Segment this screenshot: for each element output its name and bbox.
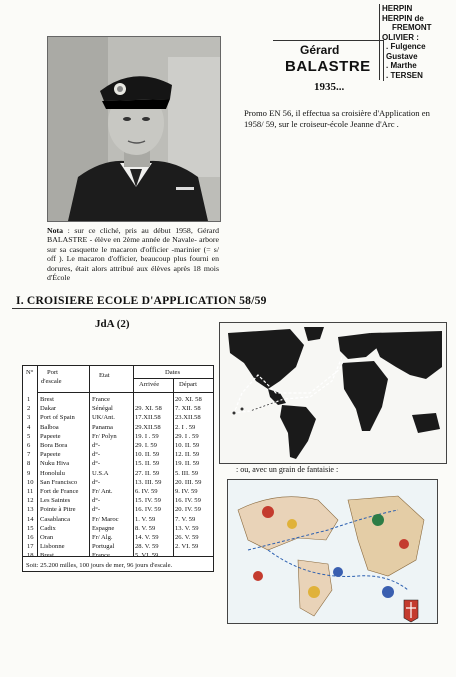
cell-depart: 7. V. 59 (175, 515, 196, 523)
itinerary-table (22, 365, 214, 572)
note-label: Nota (47, 226, 64, 235)
cell-num: 3 (27, 414, 31, 422)
cell-state: Espagne (92, 524, 115, 532)
header-port2: d'escale (41, 378, 62, 385)
cell-state: France (92, 552, 110, 560)
cell-depart: 13. V. 59 (175, 524, 199, 532)
cell-arrive: 29. XI. 58 (135, 405, 162, 413)
cell-num: 12 (27, 497, 34, 505)
cell-state: d°- (92, 451, 101, 459)
cell-port: Honolulu (40, 469, 65, 477)
world-map-image (220, 323, 446, 463)
cell-num: 5 (27, 432, 31, 440)
cell-depart: 19. II. 59 (175, 460, 200, 468)
cell-depart: 7. XII. 58 (175, 405, 201, 413)
cell-port: Port of Spain (40, 414, 75, 422)
cell-depart: 9. IV. 59 (175, 488, 198, 495)
cell-depart: 20. IV. 59 (175, 506, 201, 514)
cell-state: Sénégal (92, 405, 113, 413)
cell-arrive: 6. IV. 59 (135, 488, 158, 495)
cell-num: 10 (27, 478, 34, 486)
map-caption: : ou, avec un grain de fantaisie : (236, 465, 339, 474)
last-name: BALASTRE (285, 58, 371, 75)
cell-port: San Francisco (40, 478, 78, 486)
photo-note (47, 226, 219, 282)
cell-arrive: 10. II. 59 (135, 451, 160, 459)
cell-depart: 26. V. 59 (175, 534, 199, 541)
header-port: Port (47, 369, 58, 376)
birth-year: 1935... (314, 81, 345, 93)
cell-depart: 10. II. 59 (175, 442, 200, 449)
cell-port: Brest (40, 396, 54, 403)
cell-depart: 2. VI. 59 (175, 543, 199, 551)
fantasy-map-illustration (227, 479, 438, 624)
family-line: HERPIN de (382, 13, 424, 23)
cell-depart: 2. I . 59 (175, 423, 196, 431)
cell-num: 6 (27, 442, 31, 449)
cell-num: 7 (27, 451, 31, 459)
cell-state: Fr/ Maroc (92, 515, 119, 523)
cell-depart: 23.XII.58 (175, 414, 201, 422)
cell-depart: 5. III. 59 (175, 469, 199, 477)
section-title: I. CROISIERE ECOLE D'APPLICATION 58/59 (16, 294, 267, 307)
promo-text: Promo EN 56, il effectua sa croisière d'Application en 1958/ 59, sur le croiseur-école Jeanne d'Arc . (244, 108, 430, 129)
cell-depart: 20. III. 59 (175, 478, 202, 486)
cell-arrive: 1. V. 59 (135, 515, 156, 523)
cell-arrive: 15. IV. 59 (135, 497, 161, 505)
family-line: OLIVIER : (382, 32, 419, 42)
cell-state: Fr/ Ant. (92, 488, 113, 495)
cell-state: Fr/ Polyn (92, 432, 117, 440)
cell-state: Fr/ Alg. (92, 534, 113, 541)
family-line: . TERSEN (386, 70, 423, 80)
cell-num: 8 (27, 460, 31, 468)
cell-port: Lisbonne (40, 543, 65, 551)
cell-state: d°- (92, 442, 101, 449)
officer-portrait-image (48, 37, 220, 221)
cell-num: 4 (27, 423, 31, 431)
section-divider (12, 308, 250, 309)
cell-num: 14 (27, 515, 34, 523)
cell-arrive: 8. V. 59 (135, 524, 156, 532)
itinerary-footer: Soit: 25.200 milles, 100 jours de mer, 96 jours d'escale. (26, 562, 173, 569)
cell-num: 17 (27, 543, 34, 551)
cell-state: d°- (92, 478, 101, 486)
cell-port: Bora Bora (40, 442, 68, 449)
cell-depart: 29. I . 59 (175, 432, 199, 440)
cell-state: UK/Ant. (92, 414, 115, 422)
cell-arrive: 14. V. 59 (135, 534, 159, 541)
cell-num: 16 (27, 534, 34, 541)
cell-arrive: 15. II. 59 (135, 460, 160, 468)
cell-port: Casablanca (40, 515, 71, 523)
note-text: : sur ce cliché, pris au début 1958, Gérard BALASTRE - élève en 2ème année de Navale- arbore sur sa casquette le macaron d'officier -marinier (= s/ off ). Le macaron d'officier, beaucoup plus fourni en dorures, était alors attribué aux élèves après 18 mois d'École (47, 226, 220, 283)
cell-port: Balboa (40, 423, 59, 431)
cell-arrive: 5. VI. 59 (135, 552, 159, 560)
cell-num: 11 (27, 488, 34, 495)
cell-arrive: 13. III. 59 (135, 478, 162, 486)
illustrated-route-map (228, 480, 437, 623)
header-bottom-rule (37, 392, 213, 393)
cell-state: d°- (92, 460, 101, 468)
cell-num: 15 (27, 524, 34, 532)
first-name: Gérard (300, 43, 340, 57)
header-num: N° (26, 369, 34, 376)
cell-port: Pointe à Pitre (40, 506, 76, 514)
cell-depart: ………. (175, 552, 197, 560)
cell-port: Papeete (40, 432, 61, 440)
cell-state: France (92, 396, 110, 403)
cell-depart: 20. XI. 58 (175, 396, 202, 403)
cell-port: Papeete (40, 451, 61, 459)
family-names-list (379, 4, 456, 80)
footer-rule (23, 556, 213, 557)
header-depart: Départ (179, 381, 197, 388)
cell-arrive: 28. V. 59 (135, 543, 159, 551)
portrait-photo (47, 36, 221, 222)
family-line: . Fulgence (386, 42, 426, 51)
cell-state: d°- (92, 506, 101, 514)
header-arrive: Arrivée (139, 381, 160, 388)
header-state: Etat (99, 372, 110, 379)
route-map (219, 322, 447, 464)
cell-num: 1 (27, 396, 31, 403)
cell-arrive: 29. I. 59 (135, 442, 157, 449)
cell-num: 18 (27, 552, 34, 560)
cell-port: Nuku Hiva (40, 460, 70, 468)
cell-port: Les Saintes (40, 497, 71, 505)
cell-state: Panama (92, 423, 113, 431)
section-subtitle: JdA (2) (95, 318, 130, 330)
cell-depart: 16. IV. 59 (175, 497, 201, 505)
cell-num: 9 (27, 469, 31, 477)
family-line: Gustave (386, 51, 418, 61)
cell-port: Dakar (40, 405, 57, 413)
cell-arrive: 19. I . 59 (135, 432, 159, 440)
cell-port: Cadix (40, 524, 56, 532)
family-line: FREMONT (392, 23, 432, 32)
cell-state: d°- (92, 497, 101, 505)
cell-port: Brest (40, 552, 54, 560)
family-line: HERPIN (382, 4, 413, 13)
cell-port: Fort de France (40, 488, 79, 495)
cell-num: 13 (27, 506, 34, 514)
family-line: . Marthe (386, 61, 417, 70)
cell-arrive: 29.XII.58 (135, 423, 161, 431)
header-rule (133, 378, 213, 379)
cell-depart: 12. II. 59 (175, 451, 200, 459)
cell-arrive: 27. II. 59 (135, 469, 160, 477)
cell-state: U.S.A (92, 469, 109, 477)
cell-arrive: 17.XII.58 (135, 414, 161, 422)
header-dates: Dates (165, 369, 181, 376)
cell-port: Oran (40, 534, 54, 541)
cell-arrive: 16. IV. 59 (135, 506, 161, 514)
cell-num: 2 (27, 405, 31, 413)
cell-state: Portugal (92, 543, 115, 551)
